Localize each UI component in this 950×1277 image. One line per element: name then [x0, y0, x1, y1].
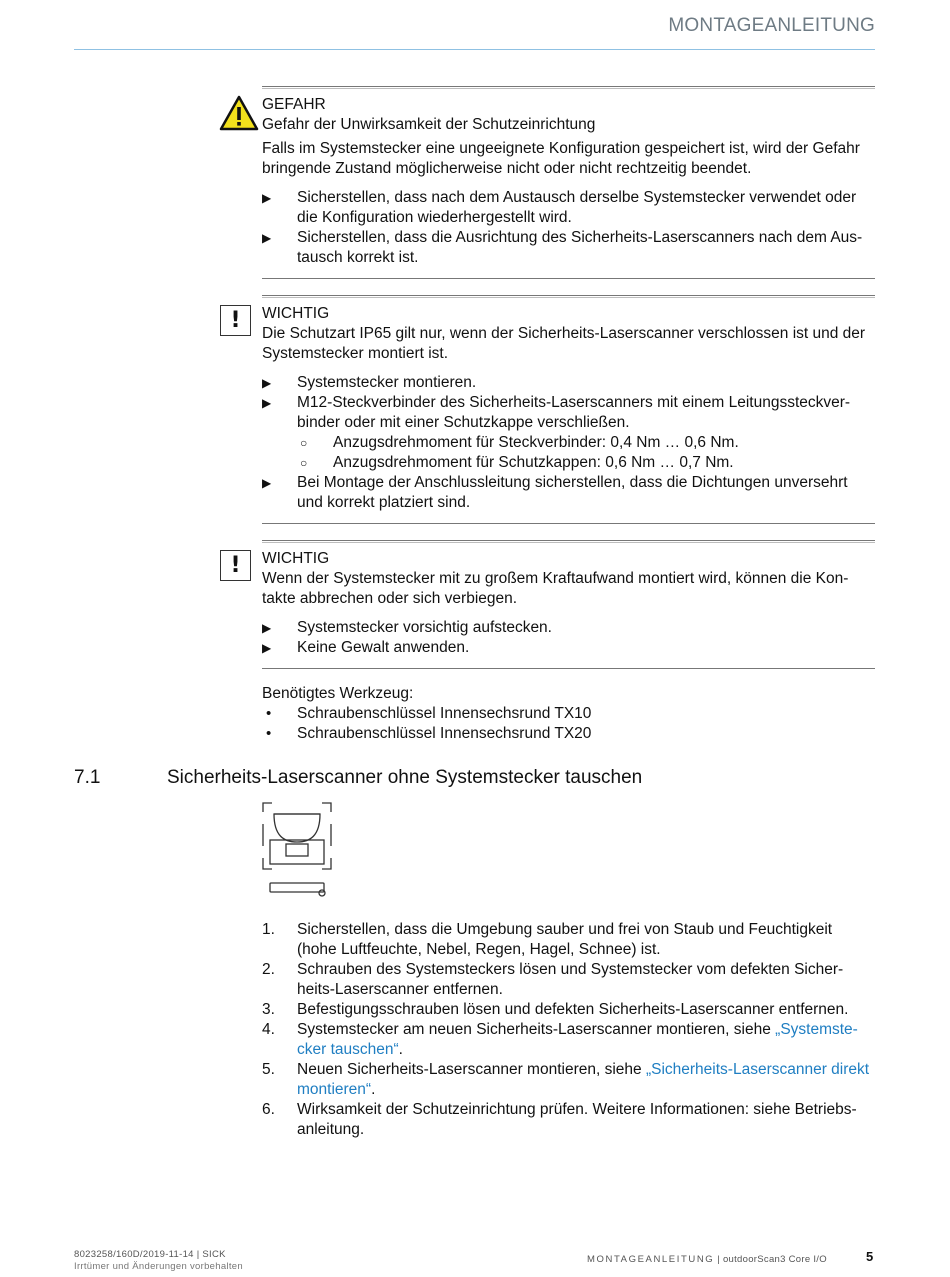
laserscanner-icon	[260, 800, 334, 900]
bullet-arrow-icon: ▶	[262, 396, 272, 410]
steps-list	[262, 920, 875, 1140]
bullet-circle-icon: ○	[300, 436, 308, 450]
footer-doc-type: MONTAGEANLEITUNG	[587, 1254, 715, 1265]
bullet-arrow-icon: ▶	[262, 376, 272, 390]
important-keyword: WICHTIG	[262, 550, 330, 567]
list-item: ▶ Sicherstellen, dass nach dem Austausch derselbe Systemstecker verwendet oder die Konfiguration wiederhergestellt wird.	[262, 189, 857, 226]
bullet-arrow-icon: ▶	[262, 191, 272, 205]
footer-title	[587, 1250, 827, 1270]
step-item: 6. Wirksamkeit der Schutzeinrichtung prüfen. Weitere Informationen: siehe Betriebs-anleitung.	[262, 1101, 857, 1138]
bullet-arrow-icon: ▶	[262, 621, 272, 635]
footer-product: | outdoorScan3 Core I/O	[714, 1254, 827, 1265]
link-laserscanner-direkt-montieren[interactable]: „Sicherheits-Laserscanner direkt montieren“	[297, 1061, 870, 1098]
section-number: 7.1	[74, 767, 101, 788]
section-title: Sicherheits-Laserscanner ohne Systemstecker tauschen	[167, 767, 643, 788]
footer-disclaimer: Irrtümer und Änderungen vorbehalten	[74, 1261, 243, 1272]
important-notice-1	[262, 295, 875, 524]
bullet-arrow-icon: ▶	[262, 231, 272, 245]
list-item: • Schraubenschlüssel Innensechsrund TX10	[266, 705, 592, 722]
important-keyword: WICHTIG	[262, 305, 330, 322]
step-item: 5. Neuen Sicherheits-Laserscanner montieren, siehe „Sicherheits-Laserscanner direkt montieren“.	[262, 1061, 870, 1098]
danger-subtitle: Gefahr der Unwirksamkeit der Schutzeinrichtung	[262, 116, 596, 133]
danger-text: Falls im Systemstecker eine ungeeignete Konfiguration gespeichert ist, wird der Gefahr bringende Zustand möglicherweise nicht oder nicht rechtzeitig beendet.	[262, 140, 860, 177]
list-item: ▶ Keine Gewalt anwenden.	[262, 639, 470, 656]
important-text: Wenn der Systemstecker mit zu großem Kraftaufwand montiert wird, können die Kon-takte abbrechen oder sich verbiegen.	[262, 570, 849, 607]
list-item: ▶ Bei Montage der Anschlussleitung sicherstellen, dass die Dichtungen unversehrt und korrekt platziert sind.	[262, 474, 848, 511]
important-text: Die Schutzart IP65 gilt nur, wenn der Sicherheits-Laserscanner verschlossen ist und der Systemstecker montiert ist.	[262, 325, 866, 362]
header-rule	[74, 49, 875, 50]
sub-list-item: ○ Anzugsdrehmoment für Steckverbinder: 0,4 Nm … 0,6 Nm.	[300, 434, 739, 451]
footer-doc-info	[74, 1249, 243, 1273]
header-title: MONTAGEANLEITUNG	[668, 15, 875, 36]
list-item: ▶ M12-Steckverbinder des Sicherheits-Laserscanners mit einem Leitungssteckver-binder oder mit einer Schutzkappe verschließen.	[262, 394, 851, 431]
danger-notice	[262, 86, 875, 279]
bullet-circle-icon: ○	[300, 456, 308, 470]
important-notice-2	[262, 540, 875, 669]
step-item: 4. Systemstecker am neuen Sicherheits-Laserscanner montieren, siehe „Systemste-cker tauschen“.	[262, 1021, 858, 1058]
warning-triangle-icon	[219, 95, 259, 131]
danger-keyword: GEFAHR	[262, 96, 326, 113]
important-icon: !	[220, 550, 251, 581]
page-number: 5	[866, 1249, 874, 1264]
step-item: 2. Schrauben des Systemsteckers lösen und Systemstecker vom defekten Sicher-heits-Laserscanner entfernen.	[262, 961, 844, 998]
bullet-arrow-icon: ▶	[262, 641, 272, 655]
bullet-dot-icon: •	[266, 705, 272, 722]
link-systemstecker-tauschen[interactable]: „Systemste-cker tauschen“	[297, 1021, 858, 1058]
list-item: • Schraubenschlüssel Innensechsrund TX20	[266, 725, 592, 742]
tools-label: Benötigtes Werkzeug:	[262, 685, 414, 702]
sub-list-item: ○ Anzugsdrehmoment für Schutzkappen: 0,6 Nm … 0,7 Nm.	[300, 454, 734, 471]
list-item: ▶ Sicherstellen, dass die Ausrichtung des Sicherheits-Laserscanners nach dem Aus-tausch korrekt ist.	[262, 229, 863, 266]
footer-doc-id: 8023258/160D/2019-11-14 | SICK	[74, 1249, 226, 1260]
step-item: 3. Befestigungsschrauben lösen und defekten Sicherheits-Laserscanner entfernen.	[262, 1001, 849, 1018]
bullet-dot-icon: •	[266, 725, 272, 742]
bullet-arrow-icon: ▶	[262, 476, 272, 490]
tools-list	[262, 684, 875, 744]
list-item: ▶ Systemstecker vorsichtig aufstecken.	[262, 619, 552, 636]
step-item: 1. Sicherstellen, dass die Umgebung sauber und frei von Staub und Feuchtigkeit (hohe Luftfeuchte, Nebel, Regen, Hagel, Schnee) ist.	[262, 921, 833, 958]
list-item: ▶ Systemstecker montieren.	[262, 374, 477, 391]
important-icon: !	[220, 305, 251, 336]
